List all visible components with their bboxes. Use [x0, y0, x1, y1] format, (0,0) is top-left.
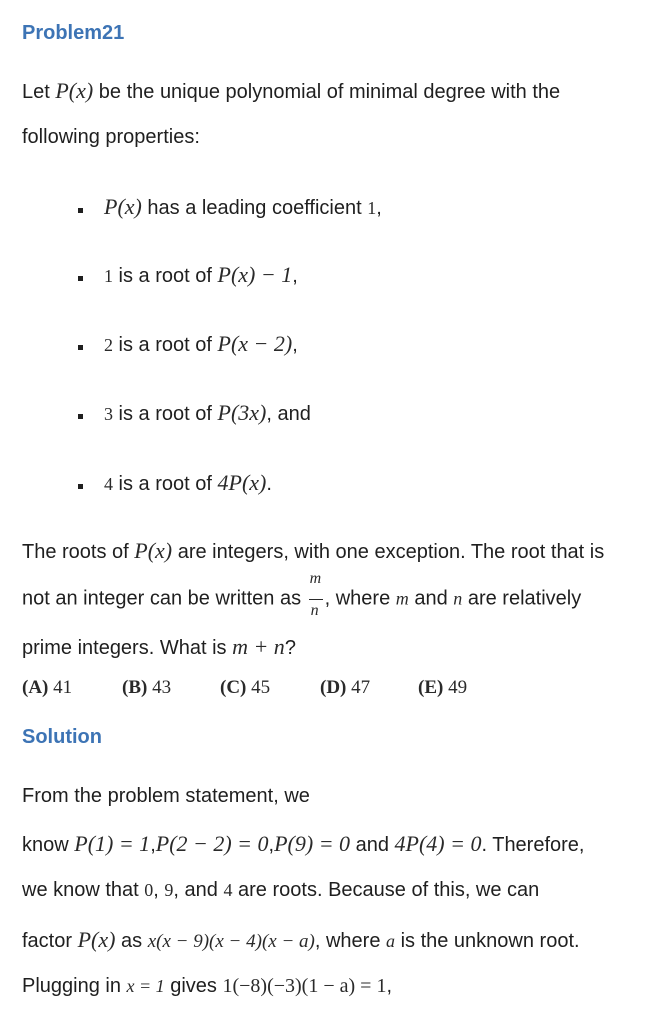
property-1-tail: ,	[376, 197, 382, 219]
property-item-3	[104, 331, 298, 357]
intro-line-2: following properties:	[22, 126, 200, 148]
choice-d-value: 47	[351, 677, 371, 698]
solution-text-gives: gives	[164, 975, 223, 997]
solution-line-4	[22, 927, 580, 953]
bullet-marker	[78, 345, 83, 350]
choice-b	[122, 677, 220, 699]
roots-math-n: n	[453, 588, 463, 609]
property-5-math-b: 4P(x)	[217, 470, 267, 495]
solution-text-unknown: is the unknown root.	[395, 930, 580, 952]
roots-math-px: P(x)	[134, 538, 173, 563]
solution-text-comma: ,	[153, 879, 165, 901]
property-3-math-a: 2	[104, 335, 113, 355]
roots-line-3	[22, 634, 296, 660]
solution-math-px: P(x)	[77, 927, 116, 952]
property-4-tail: , and	[266, 403, 311, 425]
solution-math-factored: x(x − 9)(x − 4)(x − a)	[147, 931, 315, 952]
property-2-math-b: P(x) − 1	[217, 262, 293, 287]
solution-math-eq: 1(−8)(−3)(1 − a) = 1	[222, 975, 387, 997]
solution-math-p9: P(9) = 0	[274, 831, 351, 856]
choice-c	[220, 677, 320, 699]
property-3-tail: ,	[292, 334, 298, 356]
property-item-4	[104, 400, 311, 426]
answer-choices	[22, 677, 467, 699]
intro-math-px: P(x)	[55, 78, 94, 103]
solution-math-a: a	[386, 931, 396, 951]
problem-title: Problem21	[22, 22, 125, 44]
solution-text-tail: ,	[386, 975, 393, 997]
property-4-text: is a root of	[113, 403, 218, 425]
solution-text-factor: factor	[22, 930, 78, 952]
choice-d	[320, 677, 418, 699]
solution-text-therefore: . Therefore,	[481, 834, 585, 856]
solution-line-3	[22, 879, 539, 902]
solution-root-4: 4	[223, 880, 233, 900]
property-3-math-b: P(x − 2)	[217, 331, 293, 356]
property-4-math-a: 3	[104, 404, 113, 424]
choice-d-label: (D)	[320, 677, 347, 698]
solution-heading: Solution	[22, 726, 102, 748]
choice-a-value: 41	[53, 677, 73, 698]
bullet-marker	[78, 276, 83, 281]
bullet-marker	[78, 484, 83, 489]
solution-comma-2: ,	[268, 834, 275, 856]
choice-e-value: 49	[448, 677, 468, 698]
bullet-marker	[78, 208, 83, 213]
solution-line-2	[22, 831, 585, 857]
solution-math-p2: P(2 − 2) = 0	[155, 831, 269, 856]
solution-line-5	[22, 975, 392, 998]
fraction-denominator: n	[310, 602, 319, 619]
property-1-math-b: 1	[367, 198, 377, 218]
solution-text-and: and	[350, 834, 395, 856]
property-1-text: has a leading coefficient	[141, 197, 368, 219]
solution-text-know: know	[22, 834, 75, 856]
roots-text-d: , where	[324, 587, 396, 610]
property-4-math-b: P(3x)	[217, 400, 267, 425]
choice-a-label: (A)	[22, 677, 49, 698]
roots-text-e: and	[408, 587, 454, 610]
property-item-5	[104, 470, 272, 496]
fraction-bar	[309, 599, 323, 600]
roots-text-a: The roots of	[22, 541, 135, 563]
choice-a	[22, 677, 122, 699]
choice-b-value: 43	[152, 677, 172, 698]
solution-line-1: From the problem statement, we	[22, 785, 310, 807]
property-5-text: is a root of	[113, 473, 218, 495]
intro-line-1	[22, 78, 560, 104]
roots-line-1	[22, 538, 604, 564]
solution-root-0: 0	[144, 880, 154, 900]
solution-text-where: , where	[314, 930, 387, 952]
roots-math-m: m	[395, 588, 409, 609]
roots-text-g: prime integers. What is	[22, 637, 233, 659]
roots-text-c: not an integer can be written as	[22, 587, 307, 610]
roots-text-f: are relatively	[462, 587, 582, 610]
solution-comma-1: ,	[150, 834, 156, 856]
roots-text-b: are integers, with one exception. The root that is	[172, 541, 605, 563]
roots-math-sum: m + n	[232, 634, 285, 659]
bullet-marker	[78, 414, 83, 419]
solution-text-roots: are roots. Because of this, we can	[232, 879, 540, 901]
property-item-2	[104, 262, 298, 288]
intro-text-rest: be the unique polynomial of minimal degree with the	[93, 81, 561, 103]
property-item-1	[104, 194, 382, 220]
solution-root-9: 9	[164, 880, 174, 900]
solution-text-weknow: we know that	[22, 879, 145, 901]
intro-text-let: Let	[22, 81, 56, 103]
choice-b-label: (B)	[122, 677, 148, 698]
roots-line-2	[22, 570, 581, 628]
property-2-tail: ,	[292, 265, 298, 287]
choice-c-value: 45	[251, 677, 271, 698]
solution-math-p1: P(1) = 1	[74, 831, 151, 856]
solution-text-comma-and: , and	[173, 879, 224, 901]
roots-text-h: ?	[284, 637, 296, 659]
fraction-m-over-n	[309, 570, 323, 628]
solution-math-x1: x = 1	[126, 976, 165, 996]
choice-e-label: (E)	[418, 677, 444, 698]
fraction-numerator: m	[309, 570, 322, 587]
solution-text-as: as	[115, 930, 148, 952]
property-5-tail: .	[266, 473, 272, 495]
choice-e	[418, 677, 467, 699]
property-2-text: is a root of	[113, 265, 218, 287]
property-5-math-a: 4	[104, 474, 113, 494]
solution-text-plugging: Plugging in	[22, 975, 127, 997]
solution-math-4p4: 4P(4) = 0	[394, 831, 482, 856]
property-1-math-a: P(x)	[104, 194, 142, 219]
property-3-text: is a root of	[113, 334, 218, 356]
property-2-math-a: 1	[104, 266, 113, 286]
choice-c-label: (C)	[220, 677, 247, 698]
